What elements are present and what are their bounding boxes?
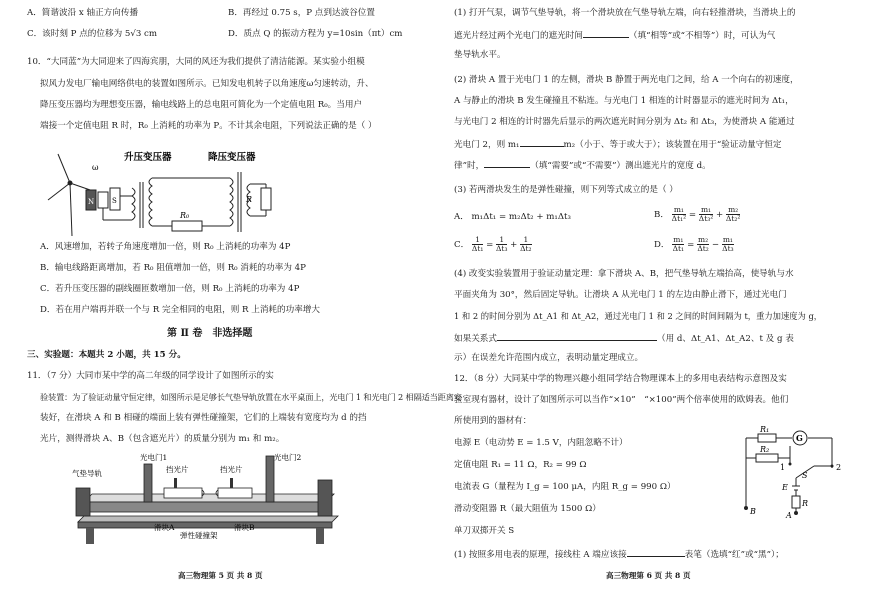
g-label: G [796, 433, 803, 443]
frac-b-2-den: Δt₃² [698, 213, 714, 223]
q11-part1-line2 [454, 29, 775, 43]
q12-resistors: 定值电阻 R₁ = 11 Ω，R₂ = 99 Ω [454, 460, 587, 470]
frac-d-2-den: Δt₂ [697, 243, 709, 253]
q11-part4-line3: 1 和 2 的时间分别为 Δt_A1 和 Δt_A2，通过光电门 1 和 2 之间的时间间隔为 t，重力加速度为 g， [454, 311, 823, 321]
q12-switch: 单刀双掷开关 S [454, 526, 515, 536]
frac-c-3-num: 1 [520, 236, 531, 245]
frac-b-1-den: Δt₁² [671, 213, 687, 223]
frac-c-1-den: Δt₁ [471, 243, 484, 253]
q11-stem-line4: 光片，测得滑块 A、B（包含遮光片）的质量分别为 m₁ 和 m₂。 [40, 434, 285, 444]
terminal-b-label: B [750, 507, 756, 516]
slider-b [218, 488, 252, 498]
answer-blank-relation[interactable] [497, 332, 657, 341]
frac-c-1 [472, 236, 483, 253]
q11-airtrack-figure [70, 450, 340, 546]
frac-c-2 [496, 236, 507, 253]
photogate-2 [266, 456, 274, 502]
frac-c-3 [520, 236, 531, 253]
option-c-label: C． [454, 239, 470, 250]
photogate-1 [144, 464, 152, 502]
q11-part1-line1: (1) 打开气泵，调节气垫导轨，将一个滑块放在气垫导轨左端，向右轻推滑块，当滑块上的 [454, 8, 796, 18]
gate2-label: 光电门2 [274, 453, 302, 462]
frac-c-1-num: 1 [472, 236, 483, 245]
frac-d-3 [722, 236, 734, 253]
frac-d-2 [697, 236, 709, 253]
q11-part4-text-a: 如果关系式 [454, 334, 497, 344]
q12-stem-line3: 所使用到的器材有： [454, 416, 532, 426]
q11-stem-line1: 11．（7 分）大同市某中学的高二年级的同学设计了如图所示的实 [27, 371, 274, 381]
r-label: R [246, 195, 253, 204]
q9-option-b: B．再经过 0.75 s，P 点到达波谷位置 [228, 8, 375, 18]
resistor-r1 [758, 434, 776, 442]
switch-contact-1 [789, 463, 792, 466]
rail-label: 气垫导轨 [72, 469, 102, 478]
section3-heading: 三、实验题：本题共 2 小题，共 15 分。 [27, 350, 186, 360]
q10-option-d: D．若在用户端再并联一个与 R 完全相同的电阻，则 R 上消耗的功率增大 [40, 305, 320, 315]
step-up-label: 升压变压器 [124, 152, 172, 163]
frac-b-3 [726, 206, 740, 223]
frac-b-3-den: Δt₂² [725, 213, 741, 223]
q11-part4-line5: 示）在误差允许范围内成立，表明动量定理成立。 [454, 353, 644, 363]
q11-part3-option-a: A． m₁Δt₁ = m₂Δt₂ + m₁Δt₃ [454, 212, 571, 222]
frac-b-3-num: m₂ [726, 206, 740, 215]
shade1-label: 挡光片 [166, 465, 189, 474]
slider-a [164, 488, 202, 498]
contact-2-label: 2 [836, 463, 842, 472]
left-footer: 高三物理第 5 页 共 8 页 [178, 571, 263, 580]
q11-part2-line3: 与光电门 2 相连的计时器先后显示的两次遮光时间分别为 Δt₂ 和 Δt₃，为使滑块 A 能通过 [454, 117, 795, 127]
frac-b-2-num: m₁ [699, 206, 713, 215]
shade2-label: 挡光片 [220, 465, 243, 474]
q10-stem-line2: 拟风力发电厂输电网络供电的装置如图所示。已知发电机转子以角速度ω匀速转动，升、 [40, 79, 374, 89]
switch-contact-2 [831, 465, 834, 468]
q10-stem-line4: 端接一个定值电阻 R 时，R₀ 上消耗的功率为 P。不计其余电阻，下列说法正确的是（ ） [40, 121, 377, 131]
line-resistor-r0 [172, 221, 202, 231]
s-label: S [112, 197, 117, 205]
terminal-a-label: A [786, 511, 792, 520]
air-track [84, 494, 334, 502]
q11-part1-line3: 垫导轨水平。 [454, 50, 506, 60]
resistor-r2 [756, 454, 778, 462]
q11-part3-option-b: B． $\frac{\text{m₁}}{\text{Δt₁²}}$ = $\frac{\text{m₁}}{\text{Δt₃²}}$ + $\frac{\text{m₂}}{\text{Δt₂²}}$ [654, 205, 741, 223]
step-down-label: 降压变压器 [208, 152, 256, 163]
q11-part2-line2: A 与静止的滑块 B 发生碰撞且不粘连。与光电门 1 相连的计时器显示的遮光时间为 Δt₁， [454, 96, 794, 106]
q11-stem-line2: 验装置：为了验证动量守恒定律，如图所示是足够长气垫导轨放置在水平桌面上，光电门 1 和光电门 2 相隔适当距离安 [40, 392, 462, 402]
terminal-b [744, 506, 748, 510]
q12-stem-line1: 12．（8 分）大同某中学的物理兴趣小组同学结合物理课本上的多用电表结构示意图及实 [454, 374, 787, 384]
frac-c-2-den: Δt₃ [496, 243, 508, 253]
option-b-label: B． [654, 209, 669, 220]
frac-d-1 [672, 236, 684, 253]
track-end-left [76, 488, 90, 516]
frac-d-1-den: Δt₁ [672, 243, 684, 253]
q12-power: 电源 E（电动势 E = 1.5 V，内阻忽略不计） [454, 438, 628, 448]
frac-d-2-num: m₂ [698, 235, 709, 244]
q12-sub1-text-b: 表笔（选填“红”或“黑”）； [684, 550, 784, 560]
q11-part2-text-a: 光电门 2，则 m₁ [454, 140, 520, 150]
frac-d-3-num: m₁ [722, 235, 733, 244]
q11-part4-text-b: （用 d、Δt_A1、Δt_A2、t 及 g 表 [656, 334, 794, 344]
frac-d-1-num: m₁ [673, 235, 684, 244]
contact-1-label: 1 [780, 463, 786, 472]
q10-stem-line3: 降压变压器均为理想变压器，输电线路上的总电阻可简化为一个定值电阻 R₀。当用户 [40, 100, 363, 110]
q11-part2-text-b: m₂（小于、等于或大于）；该装置在用于“验证动量守恒定 [563, 140, 782, 150]
q12-stem-line2: 验室现有器材，设计了如图所示可以当作“×10” “×100”两个倍率使用的欧姆表。他们 [454, 395, 789, 405]
q9-option-c: C．该时刻 P 点的位移为 5√3 cm [27, 29, 158, 39]
q11-part2-line1: (2) 滑块 A 置于光电门 1 的左侧，滑块 B 静置于两光电门之间，给 A 一个向右的初速度， [454, 75, 799, 85]
r2-label: R₂ [760, 445, 770, 454]
r0-label: R₀ [180, 211, 190, 220]
omega-label: ω [92, 163, 99, 172]
q11-part3-line1: (3) 若两滑块发生的是弹性碰撞，则下列等式成立的是（ ） [454, 185, 678, 195]
q10-option-a: A．风速增加，若转子角速度增加一倍，则 R₀ 上消耗的功率为 4P [40, 242, 291, 252]
battery-label: E [782, 483, 788, 492]
q10-option-b: B．输电线路距离增加，若 R₀ 阻值增加一倍，则 R₀ 消耗的功率为 4P [40, 263, 306, 273]
terminal-a [794, 511, 798, 515]
frac-b-1 [672, 206, 686, 223]
answer-blank-probe-color[interactable] [627, 548, 685, 557]
q12-meter: 电流表 G（量程为 I_g = 100 μA，内阻 R_g = 990 Ω） [454, 482, 676, 492]
right-page [436, 0, 870, 611]
option-d-label: D． [654, 239, 670, 250]
q10-circuit-figure [40, 148, 280, 238]
load-resistor-r [261, 188, 271, 210]
slider-a-label: 滑块A [154, 523, 175, 532]
q12-sub1 [454, 548, 784, 562]
q11-part2-line4 [454, 138, 781, 152]
table-top [78, 516, 338, 522]
answer-blank-mass-compare[interactable] [520, 138, 564, 147]
r1-label: R₁ [760, 425, 770, 434]
frac-b-1-num: m₁ [672, 206, 686, 215]
q11-part2-text-d: （填“需要”或“不需要”）测出遮光片的宽度 d。 [530, 161, 711, 171]
q11-stem-line3: 装好，在滑块 A 和 B 相碰的端面上装有弹性碰撞架，它们的上端装有宽度均为 d 的挡 [40, 413, 367, 423]
rheostat-label: R [802, 499, 809, 508]
part2-title: 第 Ⅱ 卷 非选择题 [167, 328, 253, 339]
q11-part3-option-c: C． $\frac{1}{\text{Δt₁}}$ = $\frac{1}{\text{Δt₃}}$ + $\frac{1}{\text{Δt₂}}$ [454, 235, 532, 253]
answer-blank-need-width[interactable] [484, 159, 530, 168]
n-label: N [88, 198, 95, 206]
switch-label: S [802, 471, 808, 480]
frac-c-2-num: 1 [496, 236, 507, 245]
frac-c-3-den: Δt₂ [520, 243, 532, 253]
gate1-label: 光电门1 [140, 453, 168, 462]
answer-blank-equal-time[interactable] [583, 29, 629, 38]
q11-part1-text-a: 遮光片经过两个光电门的遮光时间 [454, 31, 583, 41]
frac-d-3-den: Δt₃ [722, 243, 734, 253]
right-footer: 高三物理第 6 页 共 8 页 [606, 571, 691, 580]
q9-option-d: D．质点 Q 的振动方程为 y=10sin（πt）cm [228, 29, 403, 39]
q10-stem-line1: 10．“大同蓝”为大同迎来了四海宾朋，大同的风还为我们提供了清洁能源。某实验小组模 [27, 57, 365, 67]
frac-b-2 [699, 206, 713, 223]
q11-part2-line5 [454, 159, 711, 173]
q11-part1-text-b: （填“相等”或“不相等”）时，可认为气 [628, 31, 776, 41]
q11-part4-line1: (4) 改变实验装置用于验证动量定理：拿下滑块 A、B，把气垫导轨左端抬高，使导轨与水 [454, 269, 794, 279]
q11-part4-line4 [454, 332, 794, 346]
q9-option-a: A．简谐波沿 x 轴正方向传播 [27, 8, 139, 18]
track-end-right [318, 480, 332, 516]
q11-part2-text-c: 律”时， [454, 161, 485, 171]
q10-option-c: C．若升压变压器的副线圈匝数增加一倍，则 R₀ 上消耗的功率为 4P [40, 284, 300, 294]
generator-coil [98, 192, 108, 208]
rheostat-r [792, 496, 800, 508]
spring-label: 弹性碰撞架 [180, 531, 218, 540]
q12-sub1-text-a: (1) 按照多用电表的原理，接线柱 A 端应该接 [454, 550, 627, 560]
q12-rheostat: 滑动变阻器 R（最大阻值为 1500 Ω） [454, 504, 601, 514]
slider-b-label: 滑块B [234, 523, 255, 532]
q11-part3-option-d: D． $\frac{\text{m₁}}{\text{Δt₁}}$ = $\frac{\text{m₂}}{\text{Δt₂}}$ − $\frac{\text{m₁}}{\text{Δt₃}}$ [654, 235, 734, 253]
q11-part4-line2: 平面夹角为 30°，然后固定导轨。让滑块 A 从光电门 1 的左边由静止滑下，通过光电门 [454, 290, 787, 300]
q12-ohmmeter-circuit [736, 424, 856, 520]
